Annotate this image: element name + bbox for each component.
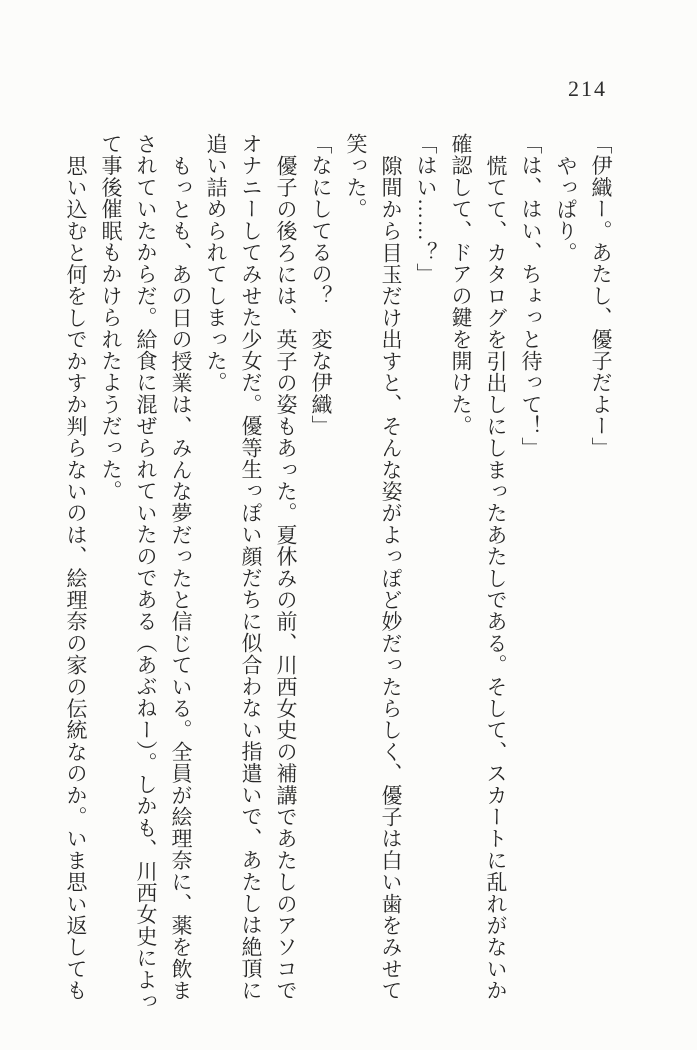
text-line: 追い詰められてしまった。 bbox=[204, 133, 228, 394]
text-line: されていたからだ。給食に混ぜられていたのである（あぶねー）。しかも、川西女史によっ bbox=[134, 133, 158, 1013]
text-line: 笑った。 bbox=[344, 133, 368, 220]
text-line: 「伊織ー。あたし、優子だよー」 bbox=[589, 133, 613, 459]
text-line: 慌てて、カタログを引出しにしまったあたしである。そして、スカートに乱れがないか bbox=[484, 155, 508, 1002]
text-line: 隙間から目玉だけ出すと、そんな姿がよっぽど妙だったらしく、優子は白い歯をみせて bbox=[379, 155, 403, 1002]
text-line: 「なにしてるの？ 変な伊織」 bbox=[309, 133, 333, 437]
text-line: もっとも、あの日の授業は、みんな夢だったと信じている。全員が絵理奈に、薬を飲ま bbox=[169, 155, 193, 1002]
text-line: て事後催眠もかけられたようだった。 bbox=[99, 133, 123, 502]
text-line: 「は、はい、ちょっと待って！」 bbox=[519, 133, 543, 459]
page-number: 214 bbox=[568, 76, 607, 101]
text-line: 「はい……？」 bbox=[414, 133, 438, 285]
text-line: 思い込むと何をしでかすか判らないのは、絵理奈の家の伝統なのか。いま思い返しても bbox=[64, 155, 88, 1002]
text-line: 確認して、ドアの鍵を開けた。 bbox=[449, 133, 473, 437]
text-line: やっぱり。 bbox=[554, 155, 578, 264]
text-line: 優子の後ろには、英子の姿もあった。夏休みの前、川西女史の補講であたしのアソコで bbox=[274, 155, 298, 1002]
vertical-text-block bbox=[58, 133, 618, 1013]
text-line: オナニーしてみせた少女だ。優等生っぽい顔だちに似合わない指遣いで、あたしは絶頂に bbox=[239, 133, 263, 1001]
